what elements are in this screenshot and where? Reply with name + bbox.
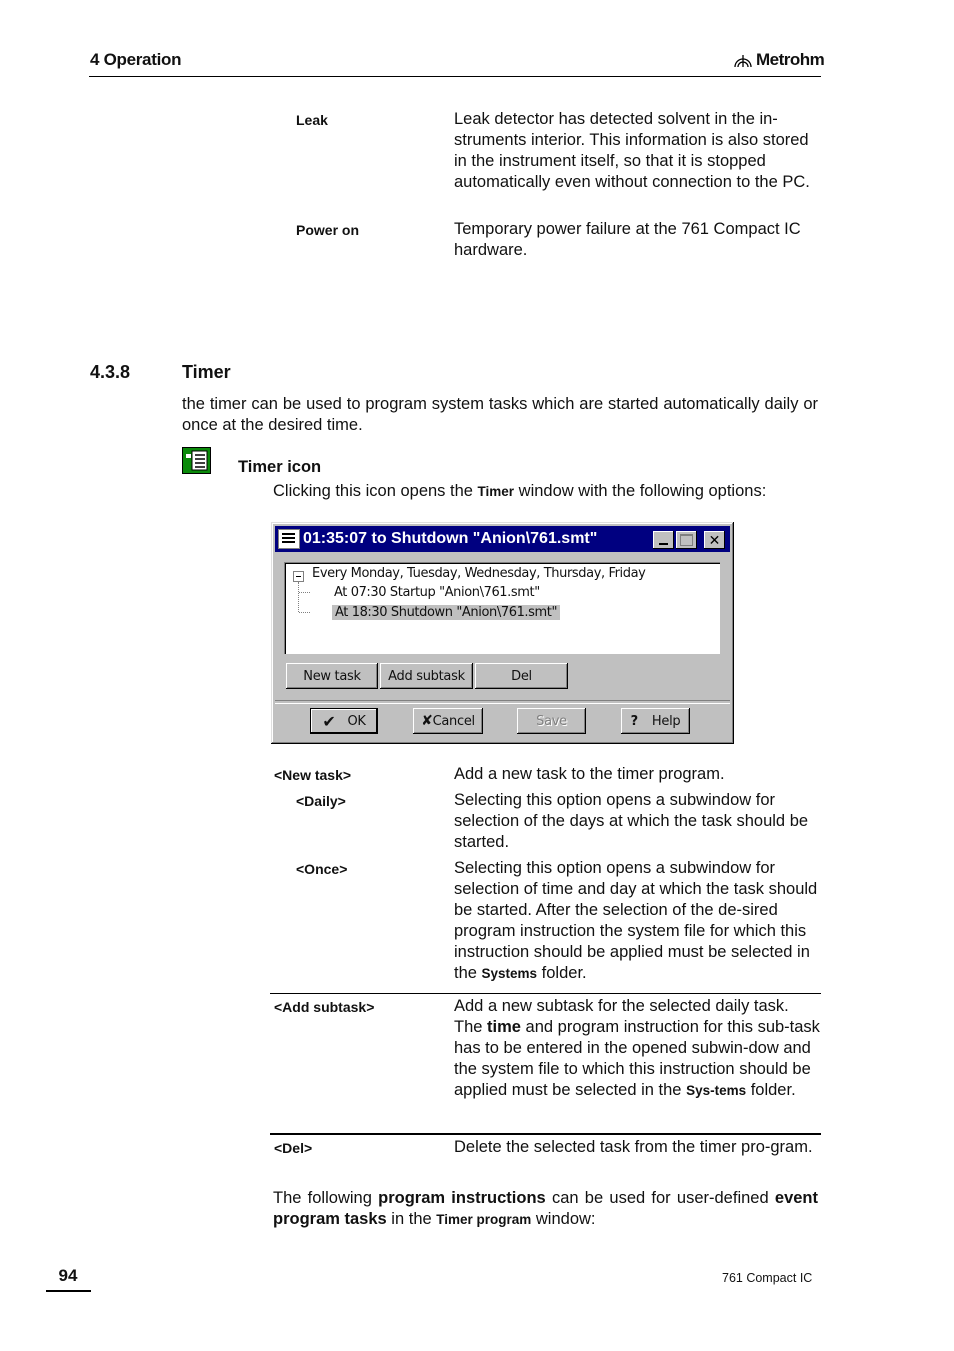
tree-item-startup[interactable]: At 07:30 Startup "Anion\761.smt" [334,585,540,600]
collapse-icon[interactable] [293,571,304,582]
task-tree[interactable] [284,562,720,654]
table-rule [270,993,821,994]
metrohm-logo-icon [733,52,753,68]
option-desc-daily: Selecting this option opens a subwindow for selection of the days at which the task should be started. [454,791,809,851]
option-term-daily: <Daily> [296,793,346,809]
add-subtask-button[interactable]: Add subtask [380,663,473,689]
window-titlebar[interactable] [275,526,730,552]
maximize-button[interactable] [676,531,697,549]
new-task-button[interactable]: New task [286,663,378,689]
running-header-section: 4 Operation [90,50,182,69]
timer-icon-text: Clicking this icon opens the Timer window with the following options: [273,482,767,500]
option-term-new-task: <New task> [274,767,352,783]
brand-name: Metrohm [756,50,825,69]
timer-window [271,522,734,744]
help-question-icon: ? [630,713,638,729]
close-button[interactable] [704,531,725,549]
option-term-del: <Del> [274,1140,313,1156]
help-button[interactable]: ? Help [621,708,690,734]
minimize-button[interactable] [653,531,674,549]
option-desc-del: Delete the selected task from the timer pro-gram. [454,1138,813,1156]
option-desc-new-task: Add a new task to the timer program. [454,765,725,783]
tree-root-item[interactable]: Every Monday, Tuesday, Wednesday, Thursday, Friday [312,566,646,581]
tree-line [299,612,310,613]
cancel-x-icon: ✘ [421,713,433,729]
maximize-icon [680,534,693,546]
ok-button[interactable]: ✔ OK [310,708,378,734]
desc-power-on: Temporary power failure at the 761 Compact IC hardware. [454,220,801,259]
window-separator [275,700,730,704]
option-term-once: <Once> [296,861,348,877]
checkmark-icon: ✔ [322,711,336,731]
tree-line [299,592,310,593]
section-title: Timer [182,362,231,382]
save-button-disabled[interactable]: Save [517,708,586,734]
brand-logo [733,50,824,70]
tree-item-shutdown-selected[interactable]: At 18:30 Shutdown "Anion\761.smt" [332,605,560,620]
page-number-rule [46,1290,91,1292]
table-rule [270,1133,821,1135]
option-desc-add-subtask: Add a new subtask for the selected daily task. The time and program instruction for this sub-task has to be entered in the opened subwin-dow and the system file to which this instruction should be applied must be selected in the Sys-tems folder. [454,997,820,1099]
cancel-button[interactable]: ✘ Cancel [413,708,483,734]
close-icon: ✕ [708,531,721,548]
term-power-on: Power on [296,222,360,238]
window-title: 01:35:07 to Shutdown "Anion\761.smt" [303,530,598,547]
del-button[interactable]: Del [475,663,568,689]
term-leak: Leak [296,112,328,128]
timer-icon [182,447,211,474]
option-desc-once: Selecting this option opens a subwindow for selection of time and day at which the task should be started. After the selection of the de-sired program instruction the system file for which this instruction should be applied must be selected in the Systems folder. [454,859,818,982]
closing-paragraph: The following program instructions can be used for user-defined event program tasks in the Timer program window: [273,1189,818,1228]
header-rule [89,76,821,77]
option-term-add-subtask: <Add subtask> [274,999,375,1015]
desc-leak: Leak detector has detected solvent in the in-struments interior. This information is also stored in the instrument itself, so that it is stopped automatically even without connection to the PC. [454,110,810,191]
minimize-icon [659,543,668,545]
timer-icon-label: Timer icon [238,458,322,476]
window-app-icon[interactable] [278,529,300,549]
tree-line [298,582,300,612]
footer-product: 761 Compact IC [722,1271,813,1285]
page-number: 94 [58,1266,78,1285]
section-intro: the timer can be used to program system tasks which are started automatically daily or once at the desired time. [182,395,818,434]
section-number: 4.3.8 [90,362,131,382]
